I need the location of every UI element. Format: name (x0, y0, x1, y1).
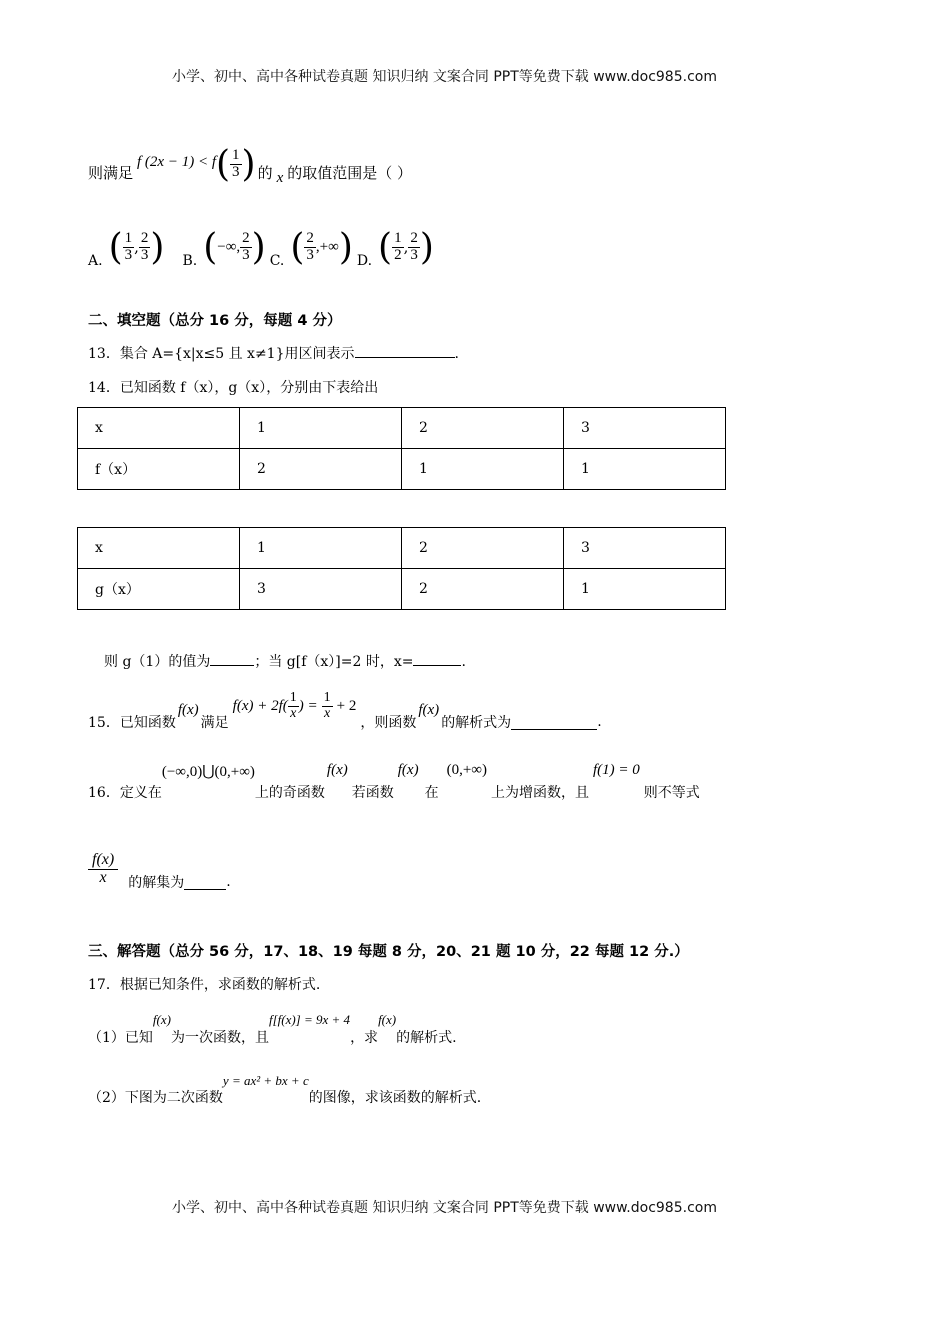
question-15: 15．已知函数 f(x) 满足 f(x) + 2f( $\frac{1}{x}$ ) = $\frac{1}{x}$ + 2 ，则函数 f(x) 的解析式为 . (88, 689, 602, 731)
q12-fraction: $\frac{1}{3}$ (232, 146, 240, 180)
option-d-content: ( $\frac{1}{2}$ , $\frac{2}{3}$ ) (378, 226, 434, 268)
table-cell: 2 (240, 449, 402, 490)
q12-close-paren: ) (241, 143, 256, 185)
page-header: 小学、初中、高中各种试卷真题 知识归纳 文案合同 PPT等免费下载 www.doc985.com (172, 69, 717, 85)
table-cell: 1 (564, 569, 726, 610)
table-cell: x (78, 408, 240, 449)
option-c-content: ( $\frac{2}{3}$ ,+∞ ) (290, 226, 353, 268)
question-16: 16．定义在 (−∞,0)⋃(0,+∞) 上的奇函数 f(x) 若函数 f(x) 在 (0,+∞) 上为增函数，且 f(1) = 0 则不等式 (88, 762, 700, 801)
q15-fx: f(x) (177, 701, 199, 718)
section-2-title: 二、填空题（总分 16 分，每题 4 分） (88, 313, 342, 329)
question-17-part-1: （1）已知 f(x) 为一次函数，且 f[f(x)] = 9x + 4 ，求 f(x) 的解析式. (88, 1012, 457, 1046)
table-row (78, 449, 726, 490)
option-d-label[interactable]: D. (356, 253, 373, 269)
table-cell: 2 (402, 569, 564, 610)
question-16-inequality: $\frac{f(x)}{x}$ 的解集为 . (88, 852, 231, 887)
question-17-part-2: （2）下图为二次函数 y = ax² + bx + c 的图像，求该函数的解析式. (88, 1073, 482, 1106)
table-cell: 3 (564, 528, 726, 569)
q16-interval: (0,+∞) (446, 762, 487, 778)
q13-answer-blank[interactable] (355, 343, 455, 358)
table-cell: 3 (240, 569, 402, 610)
option-c-label[interactable]: C. (269, 253, 285, 269)
table-cell: 1 (402, 449, 564, 490)
table-cell: 2 (402, 528, 564, 569)
question-17-intro: 17．根据已知条件，求函数的解析式. (88, 977, 321, 993)
q15-answer-blank[interactable] (511, 715, 597, 730)
q12-var: x (276, 169, 284, 186)
table-f (77, 407, 726, 490)
table-cell: 1 (240, 528, 402, 569)
table-cell: x (78, 528, 240, 569)
q14-blank-2[interactable] (413, 651, 461, 666)
page-footer: 小学、初中、高中各种试卷真题 知识归纳 文案合同 PPT等免费下载 www.doc985.com (172, 1200, 717, 1216)
q16-condition: f(1) = 0 (592, 762, 640, 778)
table-cell: 1 (240, 408, 402, 449)
q12-mid: 的 (257, 163, 273, 182)
q12-open-paren: ( (216, 143, 231, 185)
option-b-label[interactable]: B. (182, 253, 198, 269)
q12-inequality-lhs: f (2x − 1) < f (137, 153, 216, 170)
q17-condition: f[f(x)] = 9x + 4 (268, 1012, 351, 1027)
q15-equation: f(x) + 2f( $\frac{1}{x}$ ) = $\frac{1}{x}$ + 2 (232, 689, 357, 721)
table-cell: 3 (564, 408, 726, 449)
question-13: 13．集合 A={x|x≤5 且 x≠1}用区间表示 . (88, 343, 459, 363)
table-g (77, 527, 726, 610)
section-3-title: 三、解答题（总分 56 分，17、18、19 每题 8 分，20、21 题 10 分，22 每题 12 分.） (88, 944, 689, 960)
question-12-options (88, 222, 434, 272)
table-row (78, 528, 726, 569)
table-row (78, 408, 726, 449)
q12-suffix: 的取值范围是（ ） (287, 163, 413, 182)
q16-answer-blank[interactable] (184, 875, 226, 890)
table-cell: 1 (564, 449, 726, 490)
option-a-content: ( $\frac{1}{3}$ , $\frac{2}{3}$ ) (108, 226, 165, 268)
q16-domain: (−∞,0)⋃(0,+∞) (161, 764, 255, 780)
table-cell: 2 (402, 408, 564, 449)
question-14-intro: 14．已知函数 f（x），g（x），分别由下表给出 (88, 380, 379, 396)
table-cell: g（x） (78, 569, 240, 610)
table-row (78, 569, 726, 610)
q12-prefix: 则满足 (88, 163, 134, 182)
table-cell: f（x） (78, 449, 240, 490)
question-14-answers: 则 g（1）的值为 ；当 g[f（x）]=2 时，x= . (104, 651, 466, 671)
option-a-label[interactable]: A. (88, 253, 103, 269)
q17-quadratic: y = ax² + bx + c (222, 1073, 309, 1088)
q14-blank-1[interactable] (210, 651, 254, 666)
question-12-stem (88, 140, 412, 204)
option-b-content: ( −∞, $\frac{2}{3}$ ) (203, 226, 266, 268)
